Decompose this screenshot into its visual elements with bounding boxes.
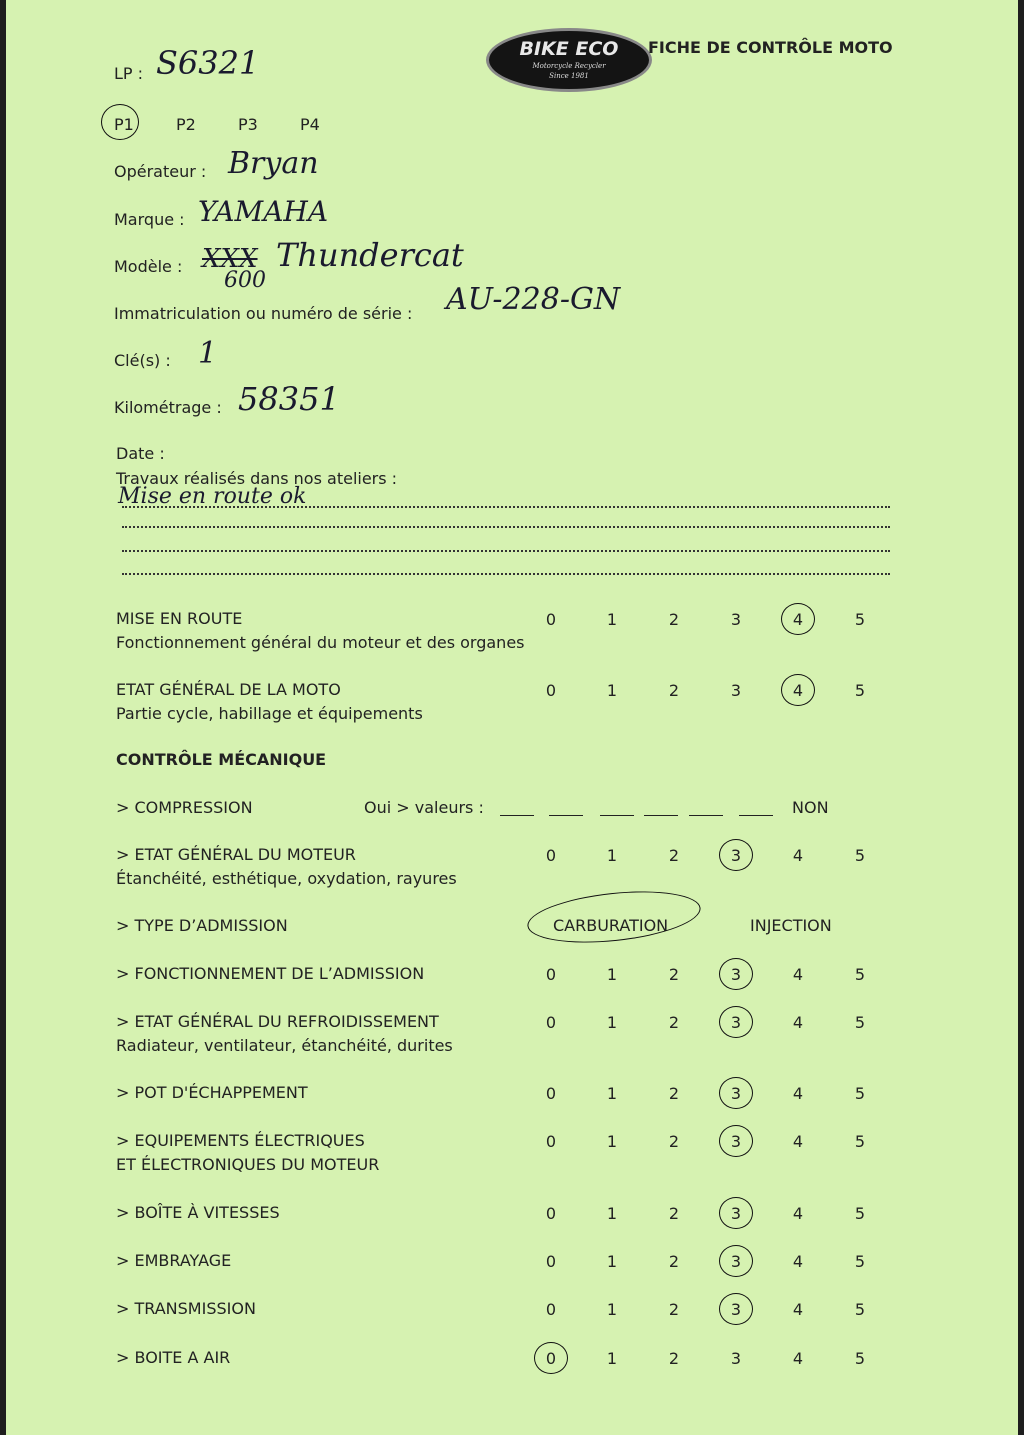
position-selected-circle [101,104,139,140]
mechanical-item-1-score-3[interactable]: 3 [730,1013,742,1032]
mechanical-item-1-score-2[interactable]: 2 [668,1013,680,1032]
mechanical-item-6-selected-circle [719,1293,753,1325]
engine-score-3[interactable]: 3 [730,846,742,865]
condition-score-1[interactable]: 1 [606,681,618,700]
mechanical-item-1-score-1[interactable]: 1 [606,1013,618,1032]
mechanical-item-7-selected-circle [534,1342,568,1374]
mechanical-item-0-score-1[interactable]: 1 [606,965,618,984]
mechanical-item-4-score-4[interactable]: 4 [792,1204,804,1223]
mechanical-item-7-score-0[interactable]: 0 [545,1349,557,1368]
mechanical-item-4-score-1[interactable]: 1 [606,1204,618,1223]
condition-score-5[interactable]: 5 [854,681,866,700]
model-sub-value: 600 [224,268,266,293]
mechanical-item-label: > ETAT GÉNÉRAL DU REFROIDISSEMENT [116,1012,439,1031]
mechanical-item-3-score-5[interactable]: 5 [854,1132,866,1151]
mechanical-item-3-selected-circle [719,1125,753,1157]
startup-score-3[interactable]: 3 [730,610,742,629]
mechanical-item-2-score-1[interactable]: 1 [606,1084,618,1103]
mechanical-item-1-score-4[interactable]: 4 [792,1013,804,1032]
engine-selected-circle [719,839,753,871]
mechanical-item-6-score-4[interactable]: 4 [792,1300,804,1319]
works-line-1 [122,506,890,508]
mechanical-item-2-score-5[interactable]: 5 [854,1084,866,1103]
intake-option-injection[interactable]: INJECTION [750,916,832,935]
bike-eco-logo [486,28,652,92]
engine-label: > ETAT GÉNÉRAL DU MOTEUR [116,845,356,864]
condition-score-2[interactable]: 2 [668,681,680,700]
mechanical-item-7-score-2[interactable]: 2 [668,1349,680,1368]
works-line-2 [122,526,890,528]
position-p3[interactable]: P3 [238,115,258,134]
mechanical-item-7-score-5[interactable]: 5 [854,1349,866,1368]
condition-sub: Partie cycle, habillage et équipements [116,704,423,723]
startup-selected-circle [781,603,815,635]
engine-score-0[interactable]: 0 [545,846,557,865]
mechanical-item-6-score-3[interactable]: 3 [730,1300,742,1319]
works-line-3 [122,550,890,552]
model-label: Modèle : [114,257,183,276]
mechanical-item-3-score-0[interactable]: 0 [545,1132,557,1151]
startup-score-2[interactable]: 2 [668,610,680,629]
position-p2[interactable]: P2 [176,115,196,134]
intake-type-label: > TYPE D’ADMISSION [116,916,288,935]
registration-label: Immatriculation ou numéro de série : [114,304,413,323]
mechanical-item-4-selected-circle [719,1197,753,1229]
mechanical-item-label: > EMBRAYAGE [116,1251,232,1270]
mechanical-item-2-score-3[interactable]: 3 [730,1084,742,1103]
condition-score-4[interactable]: 4 [792,681,804,700]
startup-sub: Fonctionnement général du moteur et des organes [116,633,525,652]
startup-score-4[interactable]: 4 [792,610,804,629]
logo-text: BIKE ECO [519,38,619,60]
intake-option-carburation[interactable]: CARBURATION [553,916,669,935]
works-line-4 [122,573,890,575]
compression-value-3[interactable] [600,815,634,816]
mechanical-item-6-score-2[interactable]: 2 [668,1300,680,1319]
mechanical-item-7-score-1[interactable]: 1 [606,1349,618,1368]
brand-value[interactable]: YAMAHA [198,195,329,228]
mechanical-item-7-score-4[interactable]: 4 [792,1349,804,1368]
mechanical-item-label: > TRANSMISSION [116,1299,256,1318]
startup-label: MISE EN ROUTE [116,609,243,628]
mechanical-item-5-selected-circle [719,1245,753,1277]
mechanical-item-2-selected-circle [719,1077,753,1109]
model-crossed-out: XXX [202,244,258,274]
mechanical-item-2-score-4[interactable]: 4 [792,1084,804,1103]
model-value[interactable]: Thundercat [276,236,464,274]
mechanical-title: CONTRÔLE MÉCANIQUE [116,750,327,769]
mechanical-item-4-score-0[interactable]: 0 [545,1204,557,1223]
mechanical-item-sub: ET ÉLECTRONIQUES DU MOTEUR [116,1155,380,1174]
mechanical-item-1-selected-circle [719,1006,753,1038]
mechanical-item-5-score-0[interactable]: 0 [545,1252,557,1271]
operator-value[interactable]: Bryan [228,146,319,181]
compression-value-2[interactable] [549,815,583,816]
engine-sub: Étanchéité, esthétique, oxydation, rayures [116,869,457,888]
startup-score-5[interactable]: 5 [854,610,866,629]
mechanical-item-0-score-4[interactable]: 4 [792,965,804,984]
mechanical-item-6-score-1[interactable]: 1 [606,1300,618,1319]
mileage-value[interactable]: 58351 [238,380,340,418]
lp-value[interactable]: S6321 [156,44,260,82]
page-title: FICHE DE CONTRÔLE MOTO [648,38,893,57]
mechanical-item-4-score-5[interactable]: 5 [854,1204,866,1223]
mechanical-item-4-score-2[interactable]: 2 [668,1204,680,1223]
condition-score-3[interactable]: 3 [730,681,742,700]
compression-yes-label: Oui > valeurs : [364,798,484,817]
mechanical-item-0-score-3[interactable]: 3 [730,965,742,984]
condition-score-0[interactable]: 0 [545,681,557,700]
mechanical-item-label: > BOÎTE À VITESSES [116,1203,280,1222]
mechanical-item-5-score-1[interactable]: 1 [606,1252,618,1271]
keys-label: Clé(s) : [114,351,171,370]
mechanical-item-0-score-5[interactable]: 5 [854,965,866,984]
operator-label: Opérateur : [114,162,207,181]
mileage-label: Kilométrage : [114,398,222,417]
mechanical-item-1-score-5[interactable]: 5 [854,1013,866,1032]
intake-selected-circle [525,884,703,950]
startup-score-0[interactable]: 0 [545,610,557,629]
mechanical-item-5-score-3[interactable]: 3 [730,1252,742,1271]
mechanical-item-7-score-3[interactable]: 3 [730,1349,742,1368]
mechanical-item-3-score-3[interactable]: 3 [730,1132,742,1151]
mechanical-item-2-score-2[interactable]: 2 [668,1084,680,1103]
engine-score-1[interactable]: 1 [606,846,618,865]
lp-label: LP : [114,64,144,83]
logo-tagline: Motorcycle Recycler [532,62,606,70]
compression-value-6[interactable] [739,815,773,816]
mechanical-item-label: > FONCTIONNEMENT DE L’ADMISSION [116,964,425,983]
mechanical-item-0-score-2[interactable]: 2 [668,965,680,984]
condition-label: ETAT GÉNÉRAL DE LA MOTO [116,680,341,699]
engine-score-5[interactable]: 5 [854,846,866,865]
engine-score-2[interactable]: 2 [668,846,680,865]
position-p4[interactable]: P4 [300,115,320,134]
startup-score-1[interactable]: 1 [606,610,618,629]
compression-value-5[interactable] [689,815,723,816]
logo-since: Since 1981 [549,72,589,80]
keys-value[interactable]: 1 [198,336,218,371]
mechanical-item-0-score-0[interactable]: 0 [545,965,557,984]
condition-selected-circle [781,674,815,706]
position-p1[interactable]: P1 [114,115,134,134]
mechanical-item-3-score-1[interactable]: 1 [606,1132,618,1151]
mechanical-item-1-score-0[interactable]: 0 [545,1013,557,1032]
engine-score-4[interactable]: 4 [792,846,804,865]
mechanical-item-2-score-0[interactable]: 0 [545,1084,557,1103]
mechanical-item-6-score-0[interactable]: 0 [545,1300,557,1319]
mechanical-item-5-score-2[interactable]: 2 [668,1252,680,1271]
registration-value[interactable]: AU-228-GN [446,282,621,317]
compression-value-4[interactable] [644,815,678,816]
works-label: Travaux réalisés dans nos ateliers : [116,469,398,488]
works-value[interactable]: Mise en route ok [118,484,307,509]
mechanical-item-6-score-5[interactable]: 5 [854,1300,866,1319]
compression-no[interactable]: NON [792,798,829,817]
mechanical-item-5-score-4[interactable]: 4 [792,1252,804,1271]
inspection-sheet [6,0,1018,1435]
mechanical-item-3-score-4[interactable]: 4 [792,1132,804,1151]
mechanical-item-4-score-3[interactable]: 3 [730,1204,742,1223]
mechanical-item-label: > EQUIPEMENTS ÉLECTRIQUES [116,1131,365,1150]
mechanical-item-0-selected-circle [719,958,753,990]
brand-label: Marque : [114,210,185,229]
compression-value-1[interactable] [500,815,534,816]
mechanical-item-label: > POT D'ÉCHAPPEMENT [116,1083,308,1102]
mechanical-item-sub: Radiateur, ventilateur, étanchéité, durites [116,1036,453,1055]
mechanical-item-5-score-5[interactable]: 5 [854,1252,866,1271]
mechanical-item-3-score-2[interactable]: 2 [668,1132,680,1151]
date-label: Date : [116,444,165,463]
compression-label: > COMPRESSION [116,798,253,817]
mechanical-item-label: > BOITE A AIR [116,1348,231,1367]
